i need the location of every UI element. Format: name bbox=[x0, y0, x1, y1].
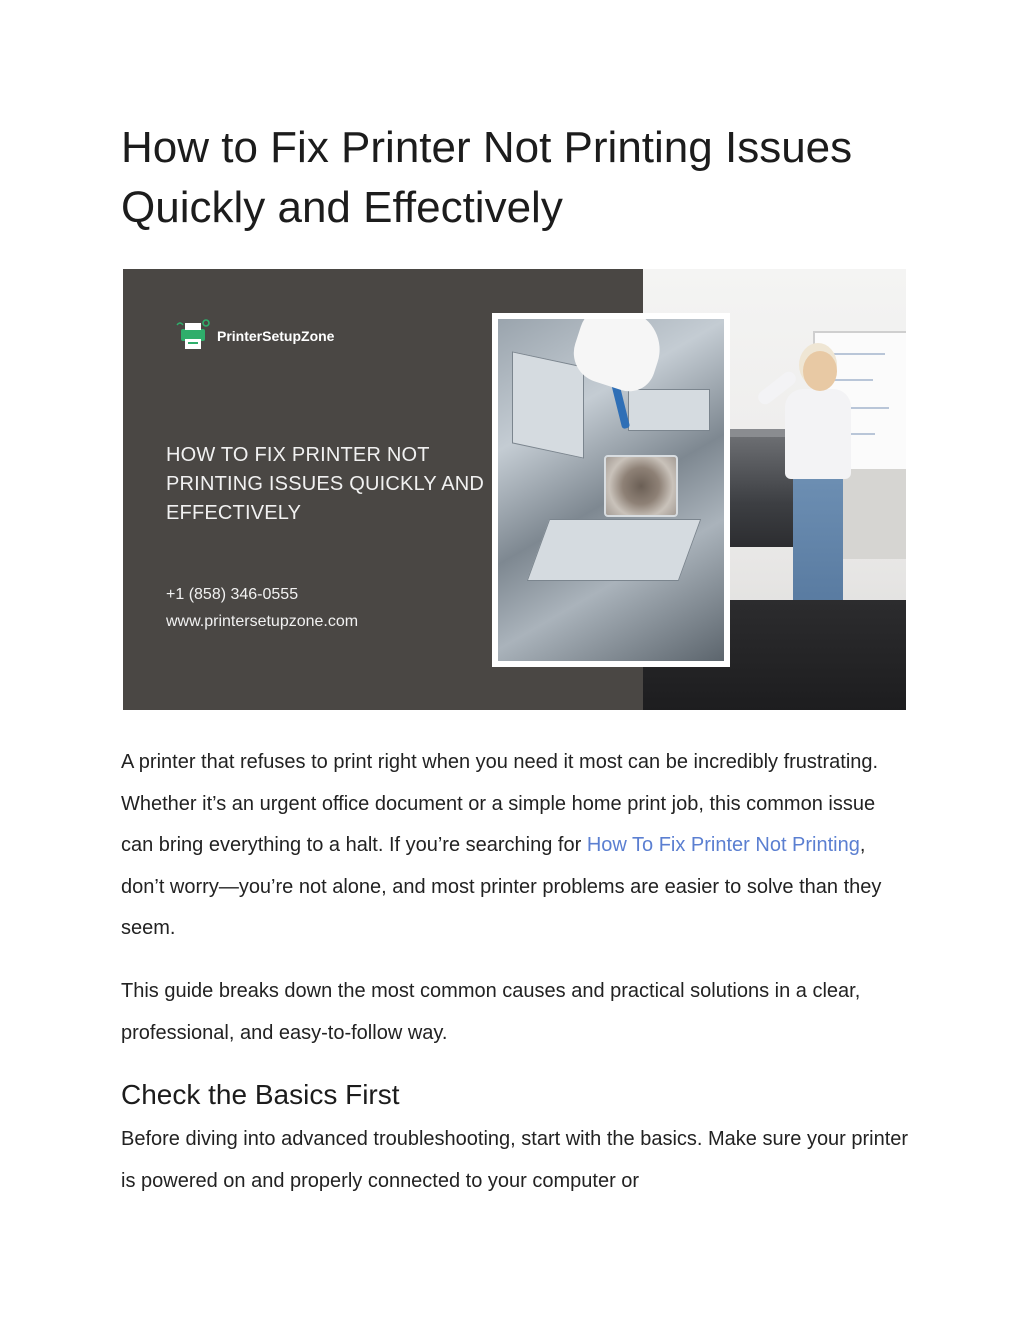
printer-repair-photo bbox=[492, 313, 730, 667]
printer-fan bbox=[604, 455, 678, 517]
guide-paragraph: This guide breaks down the most common causes and practical solutions in a clear, professional, and easy-to-follow way. bbox=[121, 980, 861, 1044]
banner-heading: HOW TO FIX PRINTER NOT PRINTING ISSUES QUICKLY AND EFFECTIVELY bbox=[166, 444, 485, 524]
section-paragraph: Before diving into advanced troubleshooting, start with the basics. Make sure your printer is powered on and properly connected to your computer or bbox=[121, 1128, 909, 1192]
brand-logo bbox=[175, 317, 375, 357]
hero-banner-image bbox=[123, 269, 906, 710]
page-title: How to Fix Printer Not Printing Issues Quickly and Effectively bbox=[121, 123, 853, 232]
brand-name: PrinterSetupZone bbox=[217, 328, 335, 344]
banner-website: www.printersetupzone.com bbox=[166, 613, 359, 630]
section-heading: Check the Basics First bbox=[121, 1079, 400, 1110]
how-to-fix-link[interactable]: How To Fix Printer Not Printing bbox=[586, 834, 860, 856]
intro-paragraph: A printer that refuses to print right when you need it most can be incredibly frustrating. Whether it’s an urgent office document or a simple home print job, this common issue can bring everything to a halt. If you’re searching for How To Fix Printer Not Printing, don’t worry—you’re not alone, and most printer problems are easier to solve than they seem. bbox=[121, 751, 882, 939]
desk bbox=[833, 469, 906, 559]
printer-icon bbox=[175, 319, 211, 351]
banner-phone: +1 (858) 346-0555 bbox=[166, 586, 299, 603]
person bbox=[803, 351, 837, 391]
